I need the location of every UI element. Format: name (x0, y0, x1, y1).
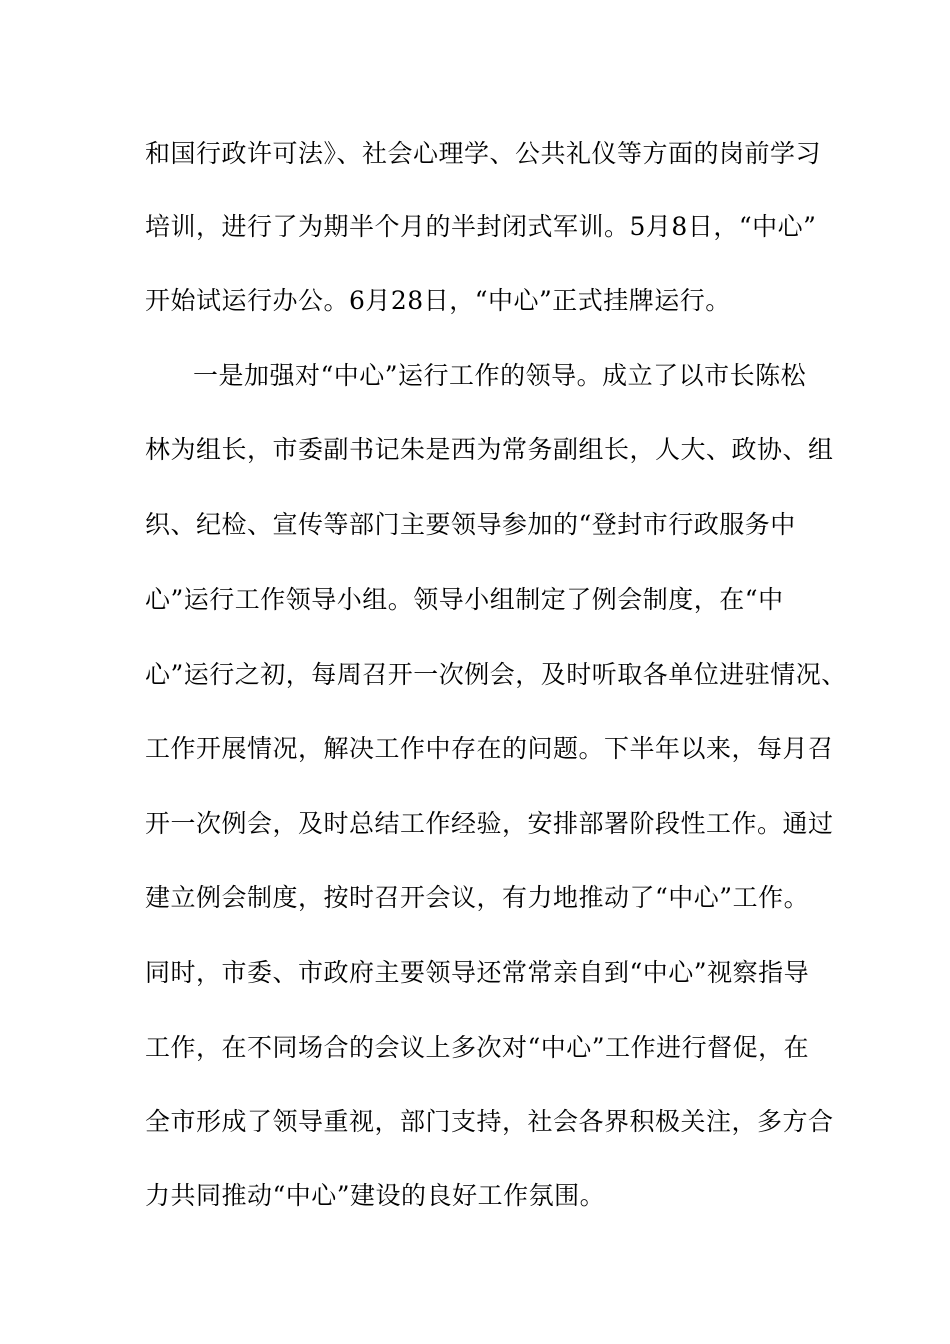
text-line: 建立例会制度，按时召开会议，有力地推动了“中心”工作。 (145, 883, 810, 912)
text-line: 全市形成了领导重视，部门支持，社会各界积极关注，多方合 (145, 1107, 834, 1136)
text-line: 林为组长，市委副书记朱是西为常务副组长，人大、政协、组 (145, 435, 834, 464)
text-line: 力共同推动“中心”建设的良好工作氛围。 (145, 1181, 606, 1210)
text-line: 心”运行工作领导小组。领导小组制定了例会制度，在“中 (145, 585, 784, 614)
text-line: 织、纪检、宣传等部门主要领导参加的“登封市行政服务中 (145, 510, 796, 539)
text-line: 工作开展情况，解决工作中存在的问题。下半年以来，每月召 (145, 734, 834, 763)
text-line: 心”运行之初，每周召开一次例会，及时听取各单位进驻情况、 (145, 660, 847, 689)
text-line: 培训，进行了为期半个月的半封闭式军训。5月8日，“中心” (145, 212, 817, 241)
text-line: 工作，在不同场合的会议上多次对“中心”工作进行督促，在 (145, 1033, 810, 1062)
text-line: 开一次例会，及时总结工作经验，安排部署阶段性工作。通过 (145, 809, 834, 838)
text-line: 和国行政许可法》、社会心理学、公共礼仪等方面的岗前学习 (145, 139, 822, 168)
text-line: 同时，市委、市政府主要领导还常常亲自到“中心”视察指导 (145, 958, 810, 987)
paragraph-first-line: 一是加强对“中心”运行工作的领导。成立了以市长陈松 (193, 361, 807, 390)
text-line: 开始试运行办公。6月28日，“中心”正式挂牌运行。 (145, 286, 731, 315)
